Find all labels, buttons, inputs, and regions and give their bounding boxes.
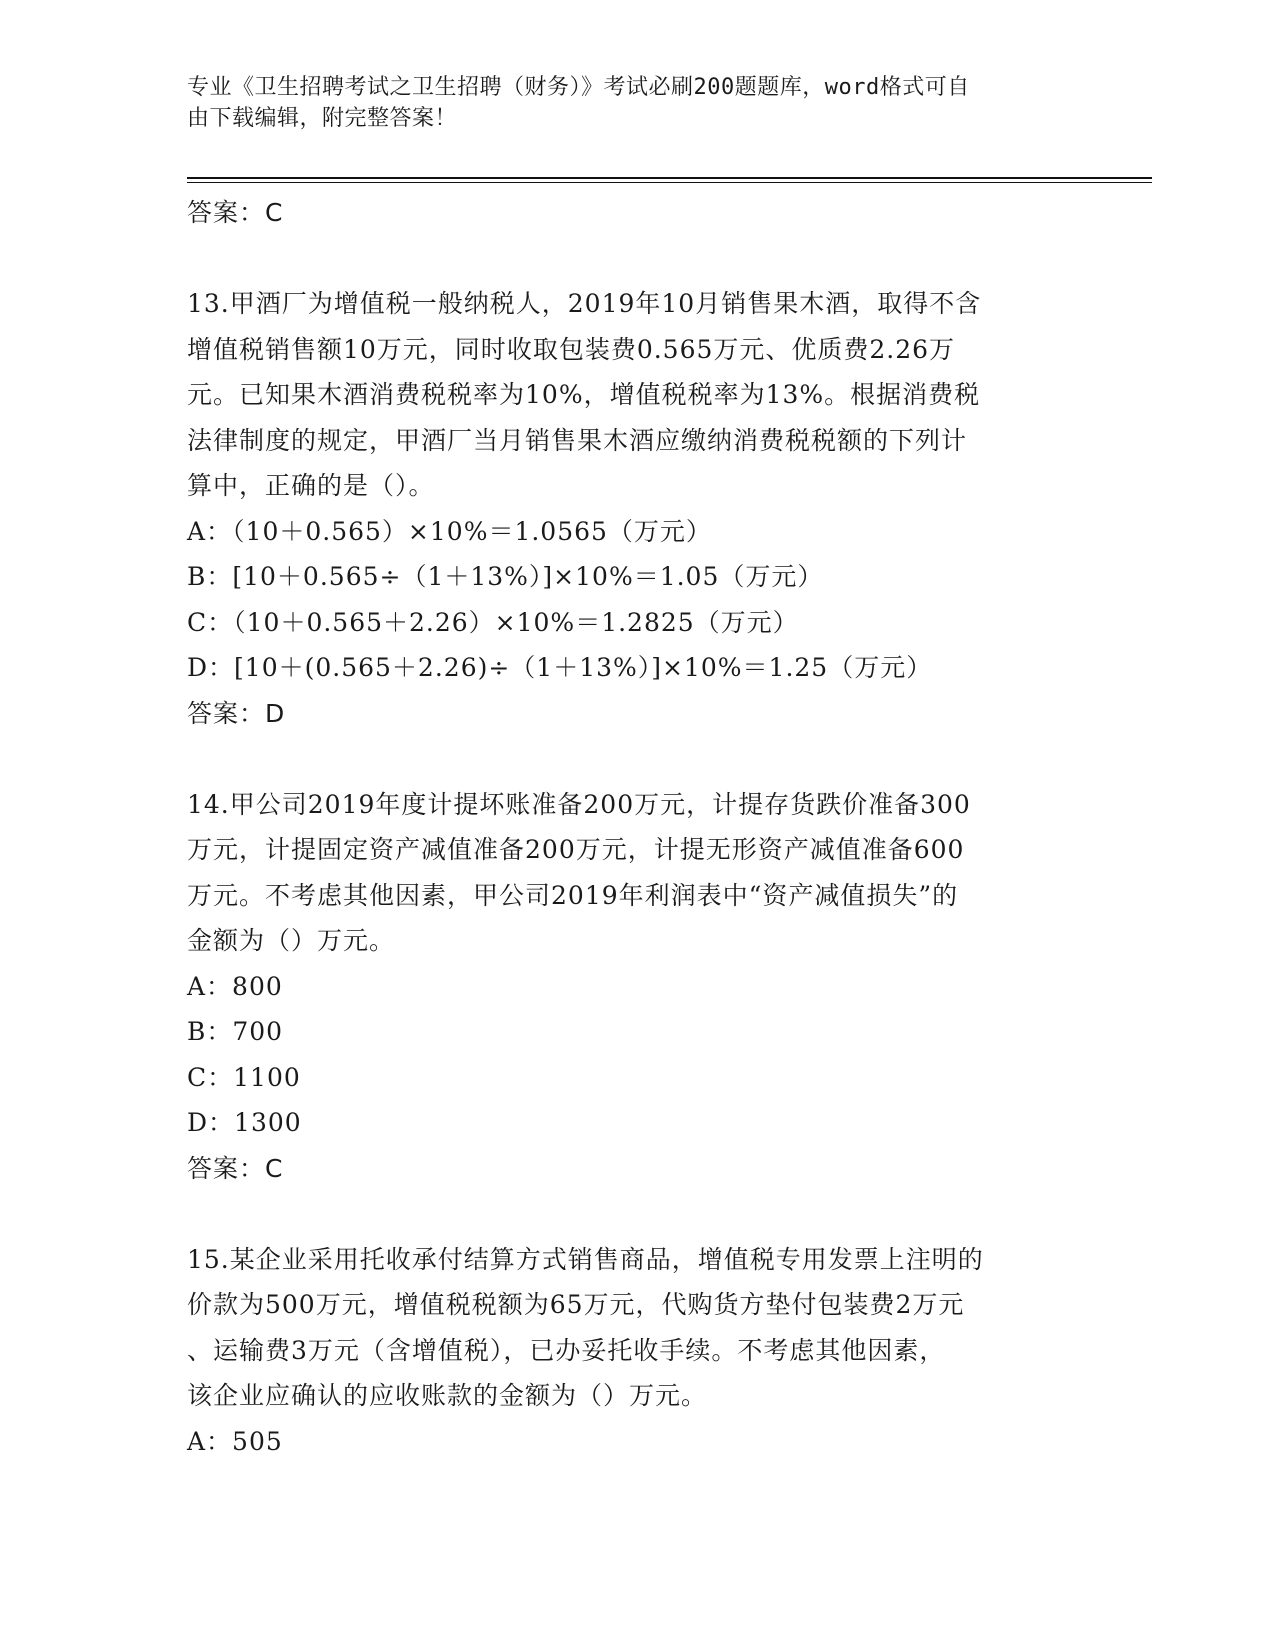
option-a: A：（10＋0.565）×10%＝1.0565（万元） [187,516,712,546]
spacer [187,236,1067,282]
answer-line: 答案：D [187,698,286,728]
question-text: 该企业应确认的应收账款的金额为（）万元。 [187,1381,708,1410]
question-14 [187,782,1067,1192]
option-c: C：（10＋0.565＋2.26）×10%＝1.2825（万元） [187,607,799,637]
question-13 [187,281,1067,736]
question-text: 元。已知果木酒消费税税率为10%，增值税税率为13%。根据消费税 [187,380,981,409]
question-text: 万元。不考虑其他因素，甲公司2019年利润表中“资产减值损失”的 [187,880,959,910]
question-15 [187,1237,1067,1465]
option-d: D：1300 [187,1108,302,1137]
document-body [187,190,1067,1464]
option-c: C：1100 [187,1062,301,1092]
header-line: 由下载编辑，附完整答案！ [187,106,458,131]
header-line: 专业《卫生招聘考试之卫生招聘（财务）》考试必刷200题题库，word格式可自 [187,75,970,100]
question-text: 14.甲公司2019年度计提坏账准备200万元，计提存货跌价准备300 [187,789,971,819]
question-text: 增值税销售额10万元，同时收取包装费0.565万元、优质费2.26万 [187,334,956,364]
option-b: B：[10＋0.565÷（1＋13%）]×10%＝1.05（万元） [187,562,824,591]
question-text: 金额为（）万元。 [187,926,396,955]
question-text: 、运输费3万元（含增值税），已办妥托收手续。不考虑其他因素， [187,1335,946,1365]
option-a: A：505 [187,1426,283,1456]
page-header [187,72,1067,134]
option-b: B：700 [187,1017,284,1046]
answer-line: 答案：C [187,1153,284,1183]
question-text: 价款为500万元，增值税税额为65万元，代购货方垫付包装费2万元 [187,1290,965,1319]
option-d: D：[10＋(0.565＋2.26)÷（1＋13%）]×10%＝1.25（万元） [187,653,933,682]
option-a: A：800 [187,971,283,1001]
question-text: 法律制度的规定，甲酒厂当月销售果木酒应缴纳消费税税额的下列计 [187,425,968,455]
spacer [187,1191,1067,1237]
header-divider-thick [187,177,1152,179]
question-text: 万元，计提固定资产减值准备200万元，计提无形资产减值准备600 [187,835,965,864]
header-divider-thin [187,182,1152,183]
answer-line: 答案：C [187,198,284,227]
question-text: 算中，正确的是（）。 [187,471,435,500]
question-text: 13.甲酒厂为增值税一般纳税人，2019年10月销售果木酒，取得不含 [187,289,982,318]
spacer [187,736,1067,782]
question-text: 15.某企业采用托收承付结算方式销售商品，增值税专用发票上注明的 [187,1244,984,1274]
